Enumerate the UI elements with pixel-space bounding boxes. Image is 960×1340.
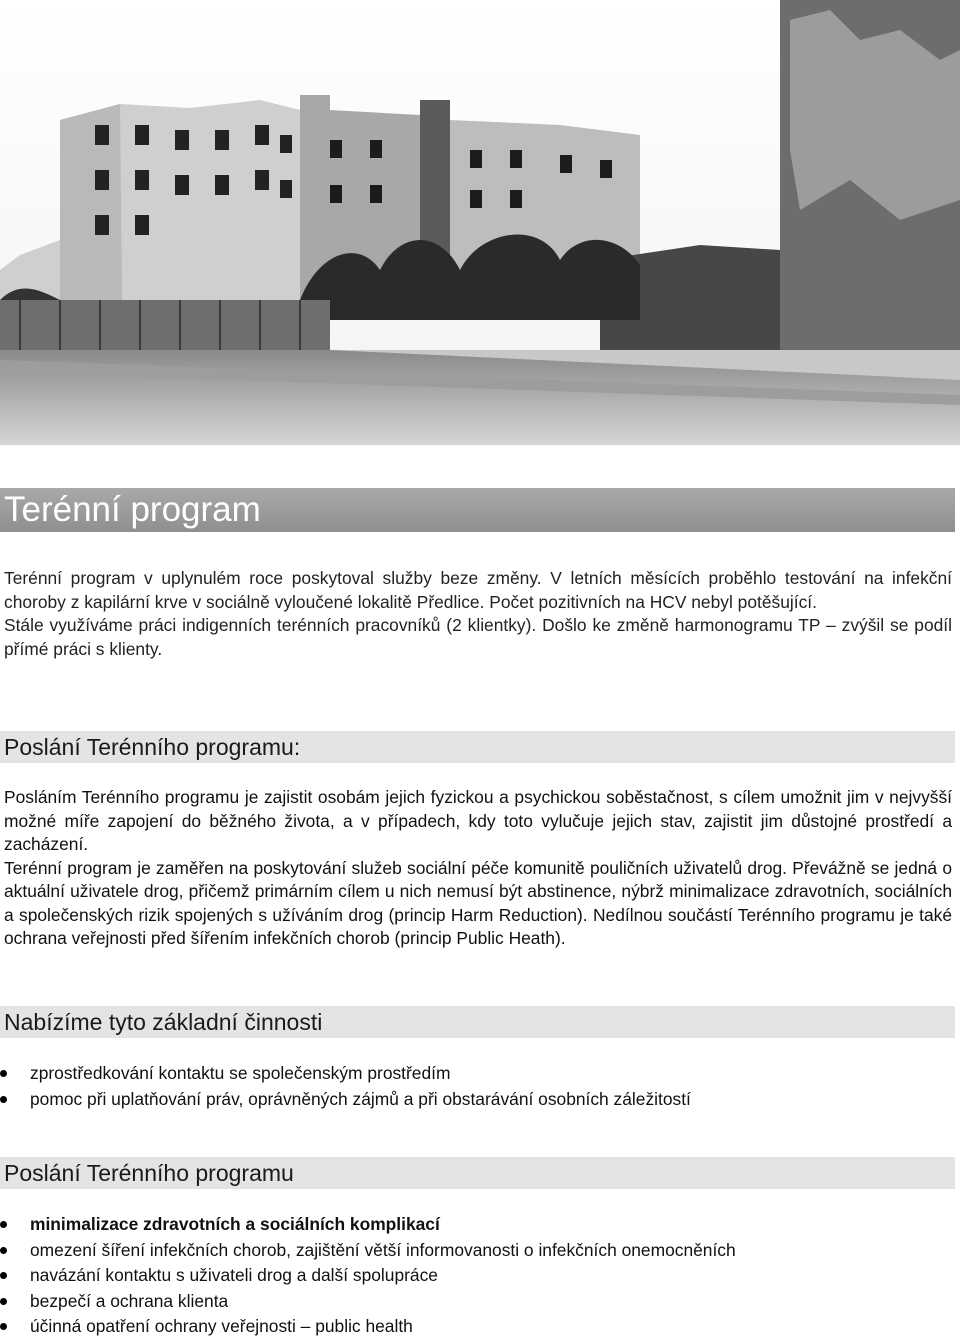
mission-paragraph	[4, 786, 952, 951]
goals-heading-bar	[0, 1157, 955, 1189]
bullet-icon	[0, 1096, 7, 1103]
section-title-bar	[0, 488, 955, 532]
list-item	[0, 1289, 736, 1315]
goals-list	[0, 1212, 736, 1340]
bullet-icon	[0, 1221, 7, 1228]
section-title: Terénní program	[4, 490, 261, 529]
list-item	[0, 1314, 736, 1340]
list-item	[0, 1263, 736, 1289]
list-item-text: pomoc při uplatňování práv, oprávněných zájmů a při obstarávání osobních záležitostí	[30, 1088, 691, 1109]
header-photo	[0, 0, 960, 445]
list-item-text: omezení šíření infekčních chorob, zajištění větší informovanosti o infekčních onemocněních	[30, 1239, 736, 1260]
activities-list	[0, 1061, 691, 1112]
list-item-text: účinná opatření ochrany veřejnosti – public health	[30, 1316, 413, 1336]
mission-paragraph-2: Terénní program je zaměřen na poskytování služeb sociální péče komunitě pouličních uživatelů drog. Převážně se jedná o aktuální uživatele drog, přičemž primárním cílem u nich nemusí být abstinence, nýbrž minimalizace zdravotních, sociálních a společenských rizik spojených s užíváním drog (princip Harm Reduction). Nedílnou součástí Terénního programu je také ochrana veřejnosti před šířením infekčních chorob (princip Public Heath).	[4, 857, 952, 948]
mission-heading: Poslání Terénního programu:	[4, 734, 301, 760]
bullet-icon	[0, 1272, 7, 1279]
list-item-text: minimalizace zdravotních a sociálních komplikací	[30, 1214, 440, 1234]
goals-heading: Poslání Terénního programu	[4, 1160, 294, 1186]
list-item-text: bezpečí a ochrana klienta	[30, 1290, 229, 1311]
list-item	[0, 1061, 691, 1087]
intro-paragraph-2: Stále využíváme práci indigenních terénních pracovníků (2 klientky). Došlo ke změně harmonogramu TP – zvýšil se podíl přímé práci s klienty.	[4, 615, 952, 659]
bullet-icon	[0, 1323, 7, 1330]
list-item	[0, 1087, 691, 1113]
list-item-text: zprostředkování kontaktu se společenským prostředím	[30, 1063, 451, 1083]
mission-heading-bar	[0, 731, 955, 763]
list-item	[0, 1238, 736, 1264]
list-item	[0, 1212, 736, 1238]
mission-paragraph-1: Posláním Terénního programu je zajistit osobám jejich fyzickou a psychickou soběstačnost, s cílem umožnit jim v nejvyšší možné míře zapojení do běžného života, a v případech, kdy toto vylučuje jejich stav, zajistit jim důstojné prostředí a zacházení.	[4, 787, 952, 854]
activities-heading: Nabízíme tyto základní činnosti	[4, 1009, 323, 1035]
intro-paragraph	[4, 567, 952, 661]
intro-paragraph-1: Terénní program v uplynulém roce poskytoval služby beze změny. V letních měsících proběhlo testování na infekční choroby z kapilární krve v sociálně vyloučené lokalitě Předlice. Počet pozitivních na HCV nebyl potěšující.	[4, 568, 952, 612]
bullet-icon	[0, 1298, 7, 1305]
activities-heading-bar	[0, 1006, 955, 1038]
bullet-icon	[0, 1070, 7, 1077]
bullet-icon	[0, 1247, 7, 1254]
list-item-text: navázání kontaktu s uživateli drog a další spolupráce	[30, 1265, 438, 1285]
street-buildings-photo	[0, 0, 960, 445]
